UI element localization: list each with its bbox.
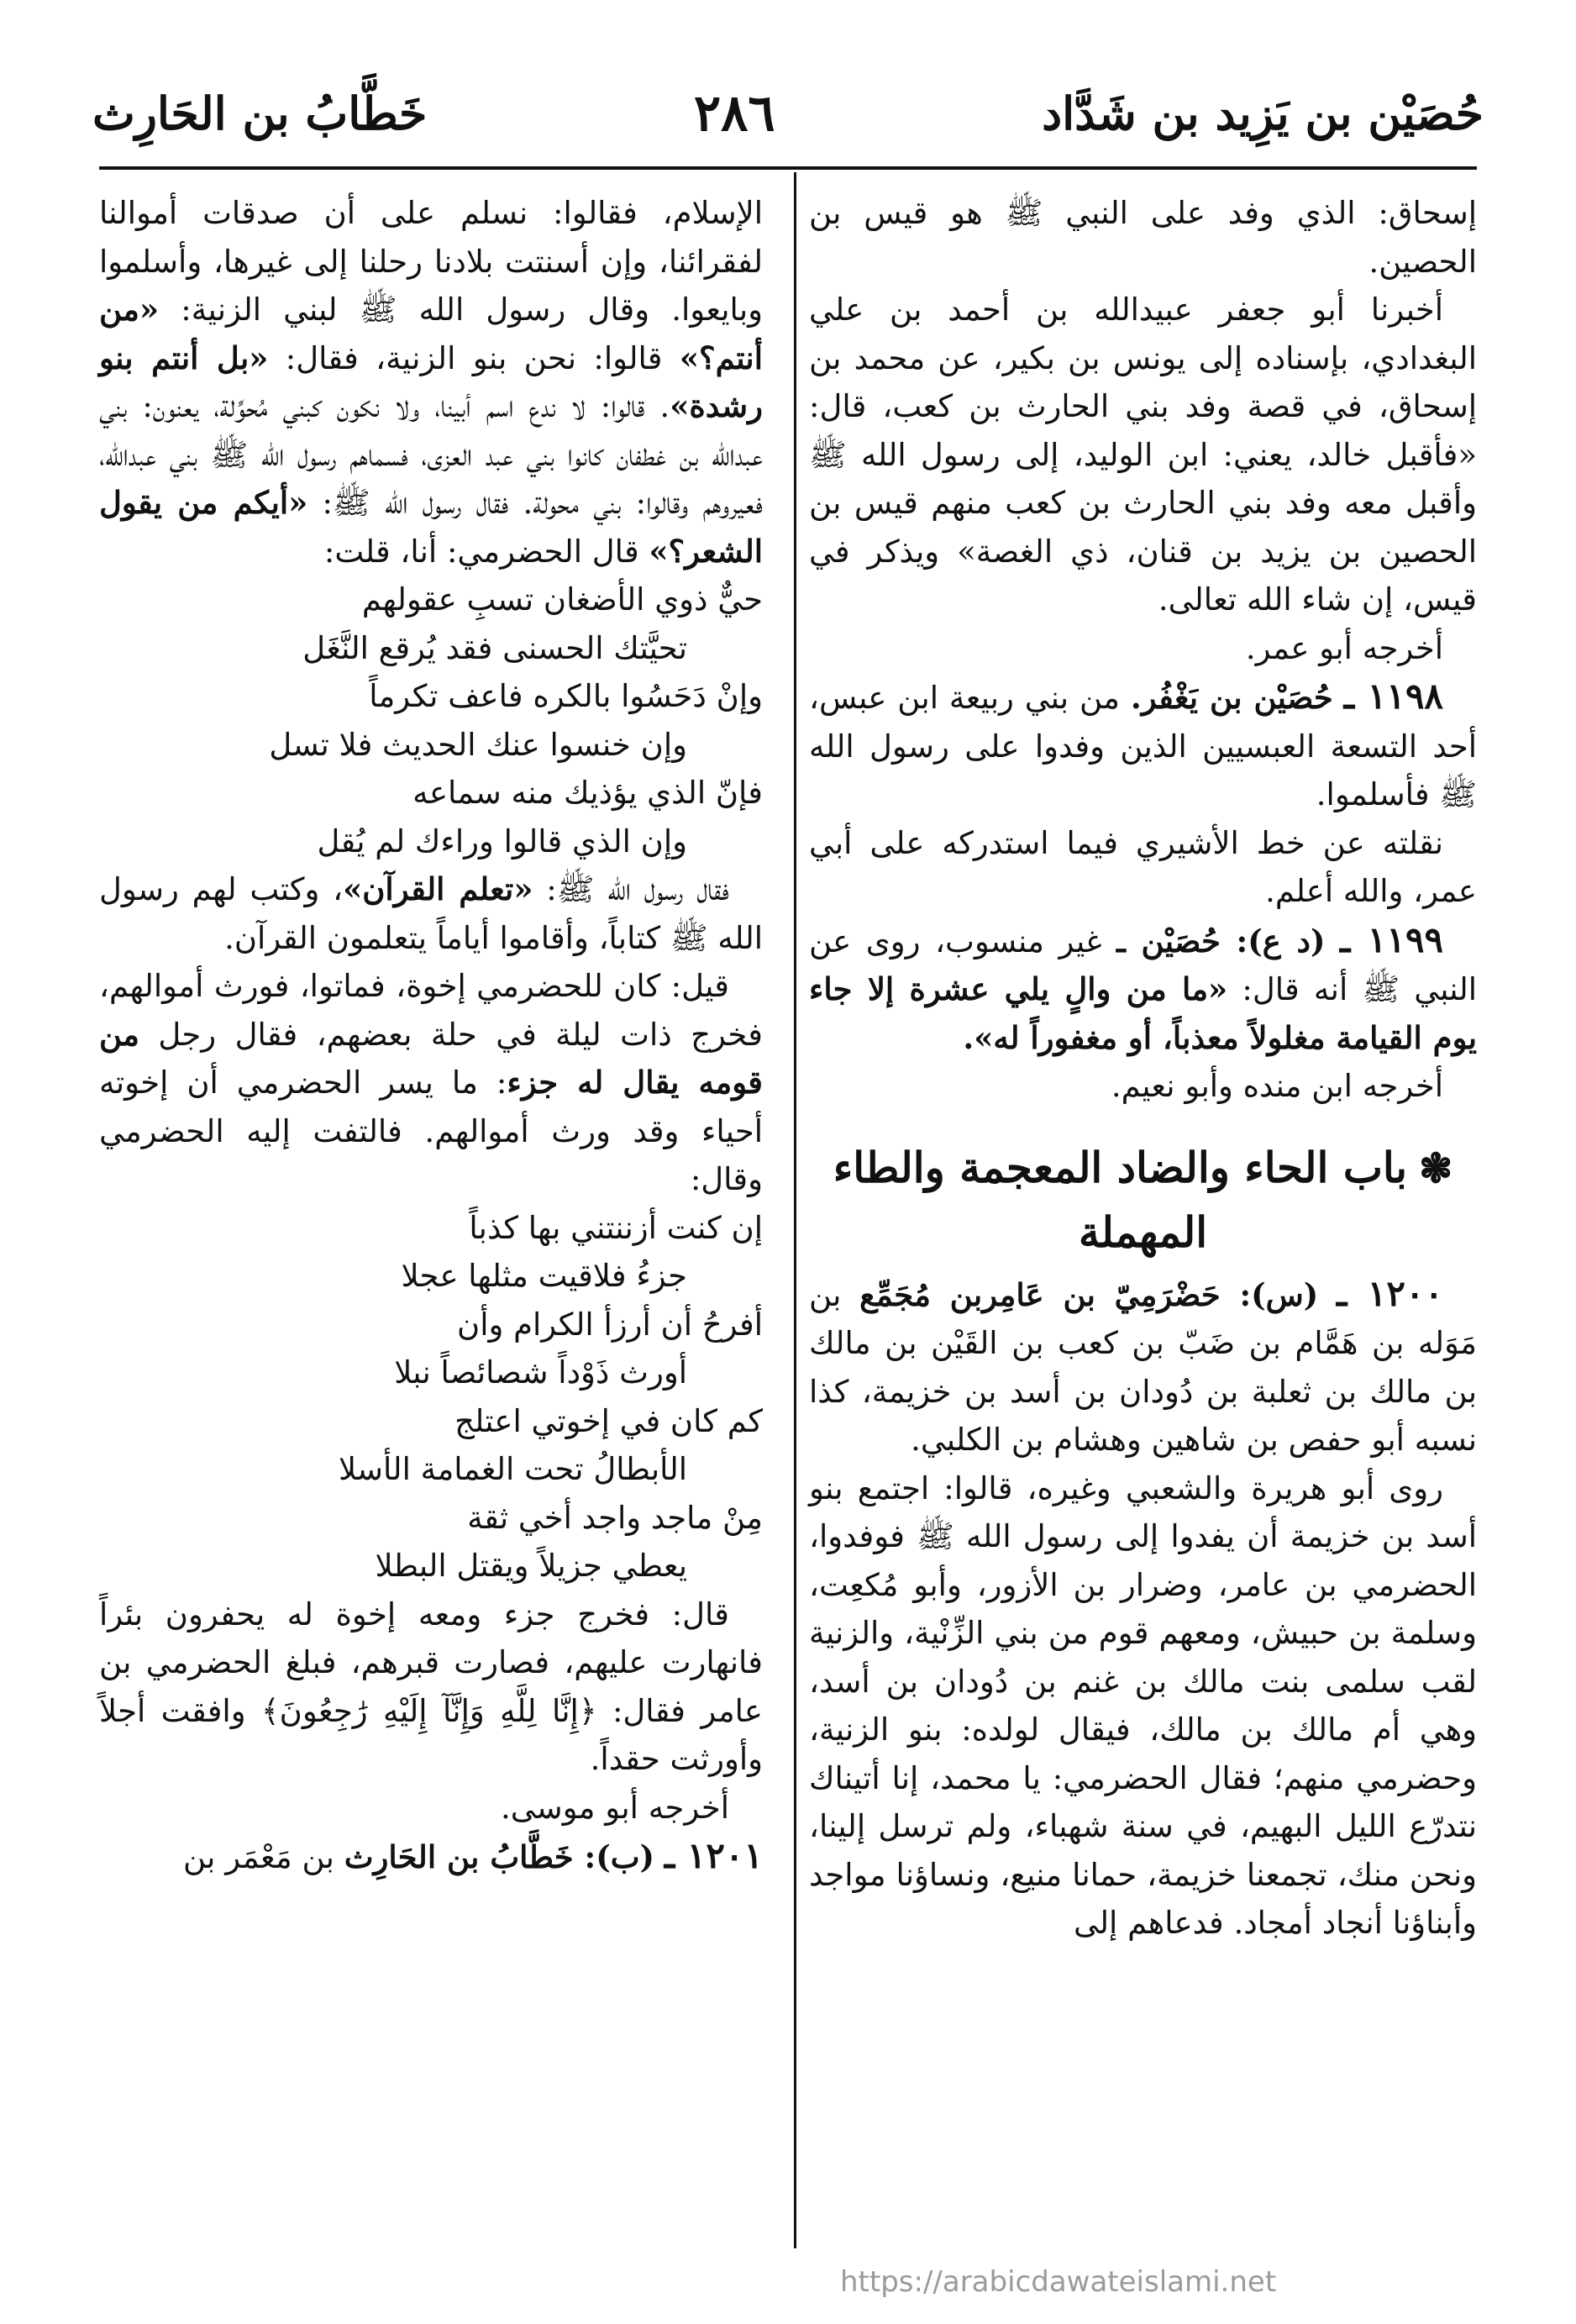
paragraph: أخرجه أبو موسى. bbox=[500, 1789, 729, 1826]
poem-hemistich: يعطي جزيلاً ويقتل البطلا bbox=[375, 1548, 687, 1584]
poem-hemistich: تحيَّتك الحسنى فقد يُرقع النَّغَل bbox=[302, 629, 687, 666]
hadith-quote: «من أنتم؟» bbox=[99, 291, 763, 376]
entry-number: ١١٩٩ ـ bbox=[1340, 918, 1443, 960]
paragraph: نقلته عن خط الأشيري فيما استدركه على أبي عمر، والله أعلم. bbox=[809, 824, 1477, 909]
entry-text: غير منسوب، روى عن النبي ﷺ أنه قال: bbox=[809, 923, 1478, 1007]
header-rule bbox=[99, 166, 1477, 170]
section-heading bbox=[809, 1136, 1477, 1265]
poem-hemistich: جزءُ فلاقيت مثلها عجلا bbox=[401, 1258, 687, 1294]
poem-hemistich: حيٌّ ذوي الأضغان تسبِ عقولهم bbox=[361, 581, 763, 618]
entry-1199 bbox=[809, 916, 1477, 1063]
entry-number: ١١٩٨ ـ bbox=[1343, 676, 1443, 717]
text-run: الإسلام، فقالوا: نسلم على أن صدقات أموالنا لفقرائنا، وإن أسنتت بلادنا رحلنا إلى غيرها، وأسلموا وبايعوا. وقال رسول الله ﷺ لبني الزنية: bbox=[99, 195, 763, 328]
paragraph: إسحاق: الذي وفد على النبي ﷺ هو قيس بن الحصين. bbox=[809, 195, 1477, 280]
text-run: : ما يسر الحضرمي أن إخوته أحياء وقد ورث أموالهم. فالتفت إليه الحضرمي وقال: bbox=[99, 1065, 763, 1197]
poem-hemistich: وإن الذي قالوا وراءك لم يُقل bbox=[317, 823, 687, 860]
page-number: ٢٨٦ bbox=[693, 84, 775, 143]
paragraph: قال: فخرج جزء ومعه إخوة له يحفرون بئراً فانهارت عليهم، فصارت قبرهم، فبلغ الحضرمي بن عامر فقال: ﴿إِنَّا لِلَّهِ وَإِنَّآ إِلَيْهِ رَٰجِعُونَ﴾ وافقت أجلاً وأورثت حقداً. bbox=[99, 1596, 763, 1777]
entry-1201 bbox=[99, 1832, 763, 1882]
left-column bbox=[99, 189, 763, 1882]
entry-name: (س): حَضْرَمِيّ بن عَامِربن مُجَمِّع bbox=[859, 1275, 1319, 1313]
text-run: ، وكتب لهم رسول الله ﷺ كتاباً، وأقاموا أياماً يتعلمون القرآن. bbox=[99, 871, 763, 956]
entry-1200 bbox=[809, 1270, 1477, 1464]
watermark-url: https://arabicdawateislami.net bbox=[840, 2265, 1277, 2299]
section-title: باب الحاء والضاد المعجمة والطاء المهملة bbox=[833, 1142, 1408, 1257]
poem-hemistich: مِنْ ماجد واجد أخي ثقة bbox=[467, 1499, 763, 1536]
poem-hemistich: أورث ذَوْداً شصائصاً نبلا bbox=[394, 1354, 687, 1391]
hadith-quote: «ما من والٍ يلي عشرة إلا جاء يوم القيامة مغلولاً معذباً، أو مغفوراً له». bbox=[809, 970, 1477, 1056]
running-title-left: خَطَّابُ بن الحَارِث bbox=[92, 87, 428, 140]
paragraph bbox=[99, 189, 763, 576]
paragraph bbox=[99, 865, 763, 962]
right-column bbox=[809, 189, 1477, 1948]
page-header bbox=[92, 80, 1484, 147]
entry-number: ١٢٠١ ـ bbox=[664, 1835, 763, 1876]
text-run: فقال رسول الله ﷺ: bbox=[533, 871, 729, 907]
entry-text: بن مَعْمَر بن bbox=[183, 1839, 334, 1875]
text-run: قال الحضرمي: أنا، قلت: bbox=[323, 533, 649, 570]
star-ornament-icon: ❃ bbox=[1419, 1144, 1453, 1192]
entry-number: ١٢٠٠ ـ bbox=[1336, 1272, 1443, 1314]
hadith-quote: «أيكم من يقول الشعر؟» bbox=[99, 484, 763, 570]
paragraph: أخرجه أبو عمر. bbox=[1245, 629, 1443, 666]
entry-name: (ب): خَطَّابُ بن الحَارِث bbox=[344, 1838, 655, 1875]
text-run: . قالوا: لا ندع اسم أبينا، ولا نكون كبني مُحوِّلة، يعنون: بني عبدالله بن غطفان كانوا بني عبد العزى، فسماهم رسول الله ﷺ بني عبدالله، فعيروهم وقالوا: بني محولة. فقال رسول الله ﷺ: bbox=[99, 388, 763, 521]
paragraph bbox=[99, 962, 763, 1204]
poem-hemistich: أفرحُ أن أرزأ الكرام وأن bbox=[457, 1306, 763, 1343]
poem-hemistich: وإن خنسوا عنك الحديث فلا تسل bbox=[269, 726, 687, 763]
text-run: قيل: كان للحضرمي إخوة، فماتوا، فورث أموالهم، فخرج ذات ليلة في حلة بعضهم، فقال رجل bbox=[99, 968, 763, 1053]
poem-hemistich: إن كنت أزننتني بها كذباً bbox=[469, 1209, 763, 1246]
entry-text: بن مَوَله بن هَمَّام بن ضَبّ بن كعب بن القَيْن بن مالك بن مالك بن ثعلبة بن دُودان بن أسد بن خزيمة، كذا نسبه أبو حفص بن شاهين وهشام بن الكلبي. bbox=[809, 1276, 1478, 1458]
poem-hemistich: وإنْ دَحَسُوا بالكره فاعف تكرماً bbox=[369, 678, 763, 714]
entry-text: من بني ربيعة ابن عبس، أحد التسعة العبسيين الذين وفدوا على رسول الله ﷺ فأسلموا. bbox=[809, 680, 1477, 812]
hadith-quote: «بل أنتم بنو رشدة» bbox=[99, 339, 763, 424]
poem-hemistich: كم كان في إخوتي اعتلج bbox=[454, 1402, 763, 1439]
hadith-quote: «تعلم القرآن» bbox=[343, 870, 533, 907]
text-run: من قومه يقال له جزء bbox=[99, 1015, 763, 1101]
paragraph: أخبرنا أبو جعفر عبيدالله بن أحمد بن علي البغدادي، بإسناده إلى يونس بن بكير، عن محمد بن إسحاق، في قصة وفد بني الحارث بن كعب، قال: «فأقبل خالد، يعني: ابن الوليد، إلى رسول الله ﷺ وأقبل معه وفد بني الحارث بن كعب منهم قيس بن الحصين بن يزيد بن قنان، ذي الغصة» ويذكر في قيس، إن شاء الله تعالى. bbox=[809, 292, 1477, 618]
column-divider bbox=[794, 172, 796, 2248]
poem-hemistich: الأبطالُ تحت الغمامة الأسلا bbox=[338, 1451, 687, 1487]
entry-name: (د ع): حُصَيْن ـ bbox=[1116, 922, 1326, 960]
paragraph: روى أبو هريرة والشعبي وغيره، قالوا: اجتمع بنو أسد بن خزيمة أن يفدوا إلى رسول الله ﷺ فوفدوا، الحضرمي بن عامر، وضرار بن الأزور، وأبو مُكعِت، وسلمة بن حبيش، ومعهم قوم من بني الزِّنْية، والزنية لقب سلمى بنت مالك بن غنم بن دُودان بن أسد، وهي أم مالك بن مالك، فيقال لولده: بنو الزنية، وحضرمي منهم؛ فقال الحضرمي: يا محمد، إنا أتيناك نتدرّع الليل البهيم، في سنة شهباء، ولم ترسل إلينا، ونحن منك، تجمعنا خزيمة، حمانا منيع، ونساؤنا مواجد وأبناؤنا أنجاد أمجاد. فدعاهم إلى bbox=[809, 1470, 1477, 1941]
running-title-right: حُصَيْن بن يَزِيد بن شَدَّاد bbox=[1042, 87, 1484, 140]
entry-1198 bbox=[809, 672, 1477, 819]
paragraph: أخرجه ابن منده وأبو نعيم. bbox=[1111, 1068, 1443, 1104]
poem-hemistich: فإنّ الذي يؤذيك منه سماعه bbox=[412, 775, 763, 811]
entry-name: حُصَيْن بن يَغْفُر. bbox=[1130, 679, 1333, 716]
text-run: قالوا: نحن بنو الزنية، فقال: bbox=[268, 339, 680, 376]
